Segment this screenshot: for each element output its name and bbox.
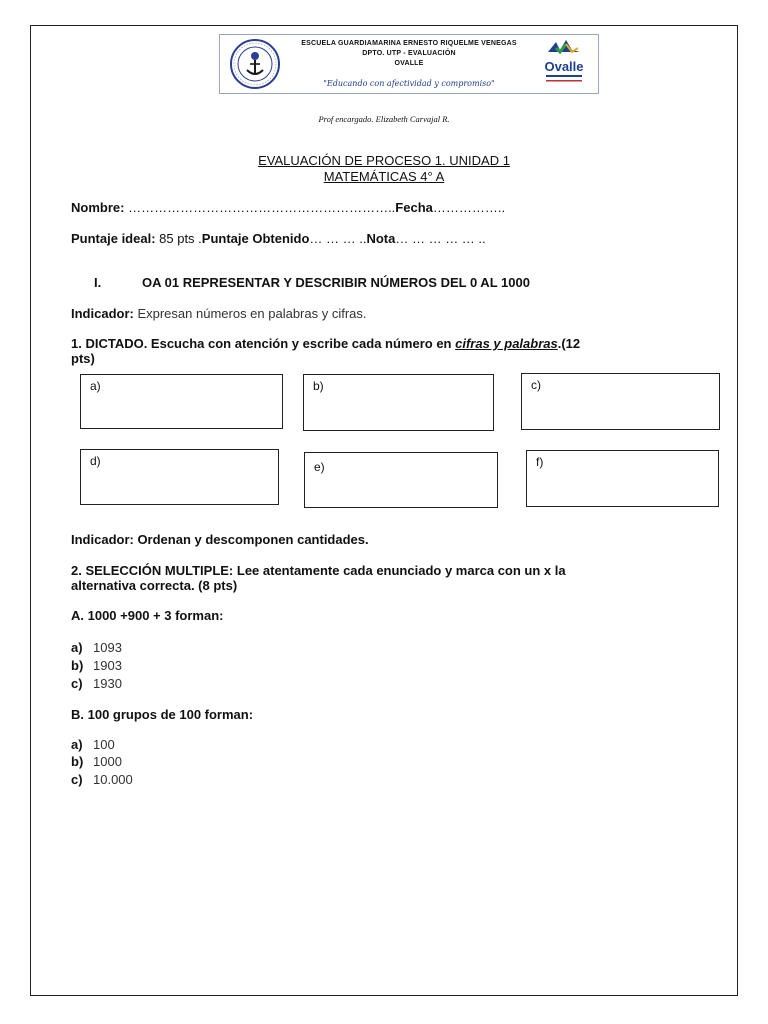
indicator-1-label: Indicador: (71, 306, 134, 321)
date-label: Fecha (395, 200, 433, 215)
question-2-prompt-cont: alternativa correcta. (8 pts) (71, 578, 238, 593)
section-number: I. (94, 275, 102, 290)
answer-box-a-label: a) (90, 379, 101, 393)
question-1-points: pts) (71, 351, 95, 366)
city-name: OVALLE (394, 60, 424, 67)
grade-field[interactable]: … … … … … .. (395, 231, 486, 246)
answer-box-d[interactable] (80, 449, 279, 505)
school-motto: "Educando con afectividad y compromiso" (323, 79, 495, 88)
question-1-suffix: .(12 (557, 336, 581, 351)
exam-subtitle: MATEMÁTICAS 4° A (323, 169, 445, 184)
question-1-prompt (71, 336, 580, 351)
option-value: 1000 (93, 754, 122, 769)
name-date-line (71, 200, 505, 215)
department-name: DPTO. UTP - EVALUACIÓN (362, 50, 456, 57)
answer-box-a[interactable] (80, 374, 283, 429)
question-a-option-b[interactable] (71, 658, 122, 673)
indicator-2: Indicador: Ordenan y descomponen cantidades. (71, 532, 369, 547)
answer-box-e[interactable] (304, 452, 498, 508)
option-key: b) (71, 658, 84, 673)
question-1-prefix: 1. DICTADO. Escucha con atención y escribe cada número en (71, 336, 456, 351)
school-header-banner (219, 34, 599, 94)
question-b-prompt: B. 100 grupos de 100 forman: (71, 707, 254, 722)
ideal-score-label: Puntaje ideal: (71, 231, 156, 246)
answer-box-e-label: e) (314, 460, 325, 474)
grade-label: Nota (366, 231, 396, 246)
question-1-emphasis: cifras y palabras (455, 336, 558, 351)
question-2-prompt: 2. SELECCIÓN MULTIPLE: Lee atentamente cada enunciado y marca con un x la (71, 563, 566, 578)
option-key: a) (71, 737, 83, 752)
answer-box-d-label: d) (90, 454, 101, 468)
obtained-score-label: Puntaje Obtenido (201, 231, 310, 246)
obtained-score-field[interactable]: … … … .. (309, 231, 367, 246)
question-a-option-a[interactable] (71, 640, 122, 655)
teacher-line: Prof encargado. Elizabeth Carvajal R. (318, 114, 450, 124)
answer-box-c-label: c) (531, 378, 541, 392)
answer-box-f[interactable] (526, 450, 719, 507)
option-value: 10.000 (93, 772, 133, 787)
option-key: c) (71, 772, 83, 787)
name-field[interactable]: …………………………………………………….. (124, 200, 396, 215)
question-b-option-c[interactable] (71, 772, 133, 787)
answer-box-b-label: b) (313, 379, 324, 393)
option-key: c) (71, 676, 83, 691)
date-field[interactable]: …………….. (432, 200, 506, 215)
answer-box-c[interactable] (521, 373, 720, 430)
option-value: 1930 (93, 676, 122, 691)
ideal-score-value: 85 pts . (155, 231, 202, 246)
school-name: ESCUELA GUARDIAMARINA ERNESTO RIQUELME VENEGAS (301, 40, 517, 47)
school-seal-icon (229, 38, 281, 95)
option-value: 100 (93, 737, 115, 752)
exam-title: EVALUACIÓN DE PROCESO 1. UNIDAD 1 (258, 153, 510, 168)
logo-wordmark: Ovalle (544, 59, 584, 74)
option-key: b) (71, 754, 84, 769)
answer-box-b[interactable] (303, 374, 494, 431)
question-a-prompt: A. 1000 +900 + 3 forman: (71, 608, 224, 623)
ovalle-logo (536, 38, 592, 95)
question-b-option-a[interactable] (71, 737, 115, 752)
question-b-option-b[interactable] (71, 754, 122, 769)
indicator-1-text: Expresan números en palabras y cifras. (133, 306, 367, 321)
section-title: OA 01 REPRESENTAR Y DESCRIBIR NÚMEROS DEL 0 AL 1000 (142, 275, 530, 290)
option-value: 1903 (93, 658, 122, 673)
option-key: a) (71, 640, 83, 655)
option-value: 1093 (93, 640, 122, 655)
score-line (71, 231, 486, 246)
indicator-1 (71, 306, 367, 321)
name-label: Nombre: (71, 200, 125, 215)
answer-box-f-label: f) (536, 455, 544, 469)
question-a-option-c[interactable] (71, 676, 122, 691)
